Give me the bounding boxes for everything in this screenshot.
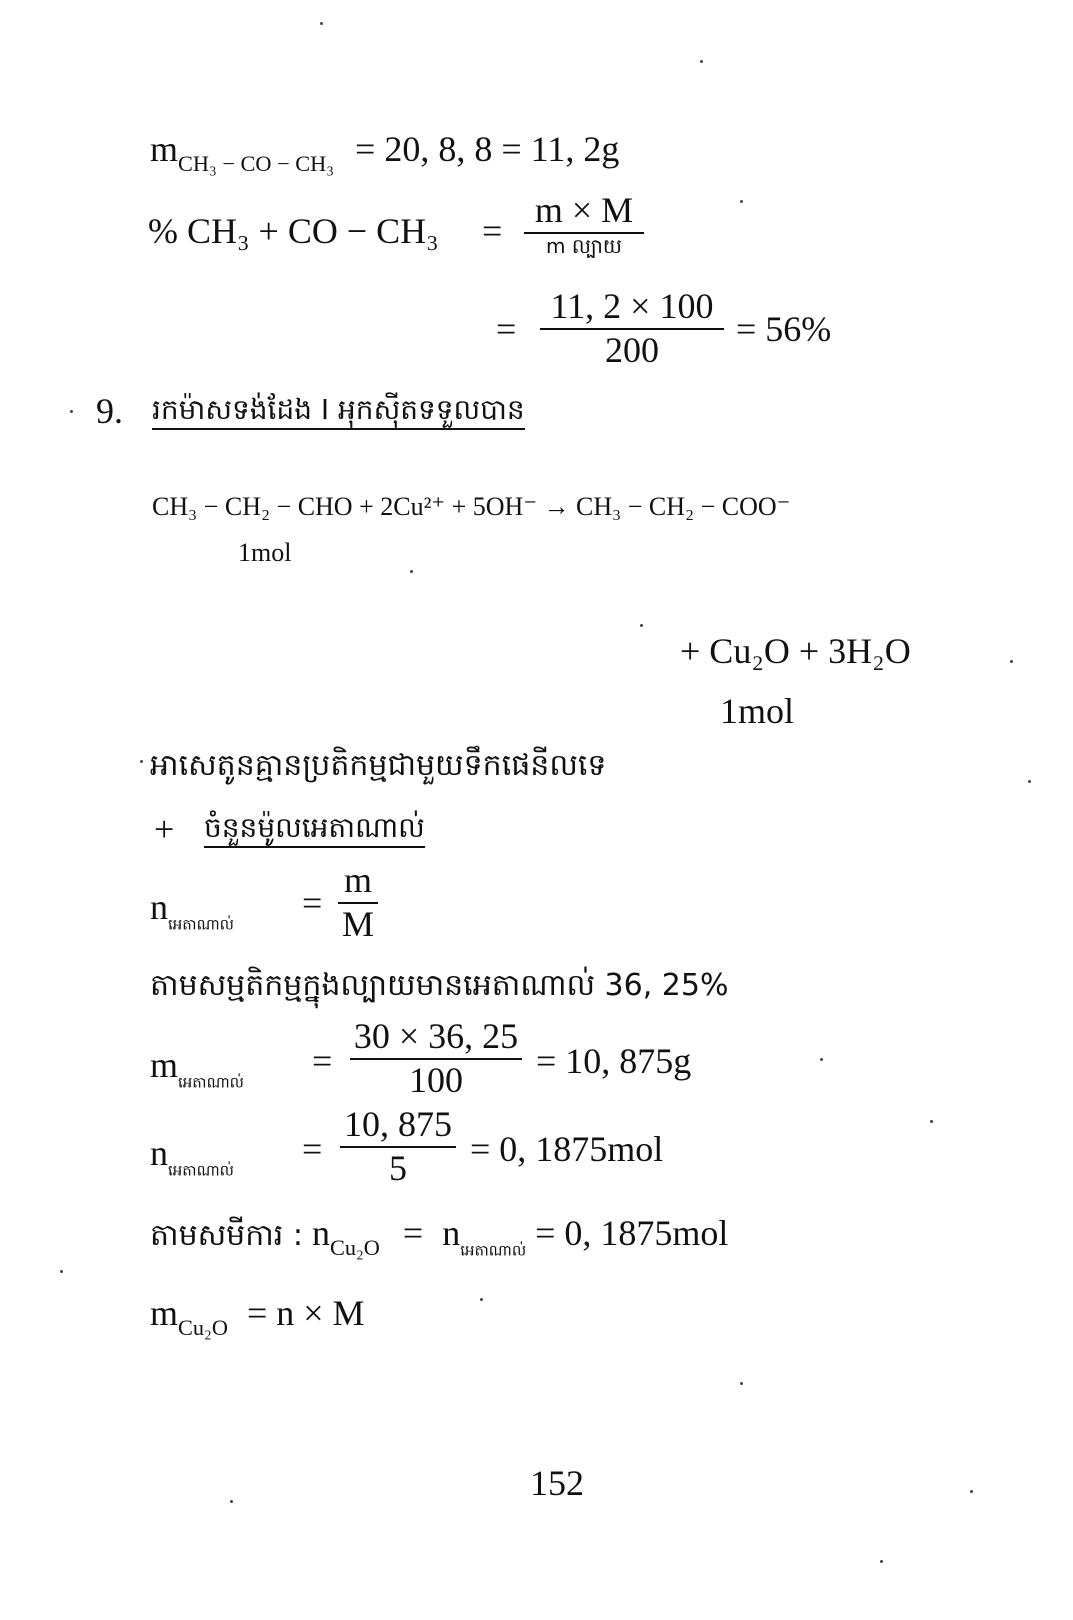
ethanal-sub: អេតាណាល់: [168, 1161, 234, 1180]
acetone-mass-line: [150, 128, 620, 177]
stoichiometry-line: [150, 1212, 728, 1260]
scan-speck: [70, 410, 73, 413]
cu2o-mass-line: [150, 1292, 365, 1341]
mass-calc-fraction: [350, 1018, 522, 1100]
cu2o-sub: Cu₂O: [178, 1315, 228, 1341]
fraction-denominator: 200: [605, 329, 659, 370]
equals-sign: =: [402, 1213, 424, 1253]
m-symbol: m: [150, 1045, 179, 1085]
scan-speck: [480, 1298, 483, 1301]
mole-calc-fraction: [340, 1106, 456, 1188]
scan-speck: [820, 1058, 823, 1061]
n-symbol: n: [150, 1133, 168, 1173]
scan-speck: [740, 200, 743, 203]
ethanal-sub: អេតាណាល់: [178, 1073, 244, 1092]
scan-speck: [970, 1490, 973, 1493]
subheading: [204, 810, 425, 851]
equals-sign: =: [312, 1041, 333, 1081]
section-title-text: រកម៉ាសទង់ដែង I អុកស៊ីតទទួលបាន: [152, 393, 525, 430]
fraction-denominator: 100: [409, 1059, 463, 1100]
plus-bullet: +: [154, 809, 175, 849]
scan-speck: [140, 760, 143, 763]
section-title: [152, 392, 525, 433]
fraction-numerator: 10, 875: [344, 1104, 452, 1144]
scan-speck: [230, 1500, 233, 1503]
n-symbol: n: [311, 1213, 330, 1253]
scan-speck: [320, 22, 323, 25]
mass-symbol: m: [150, 129, 179, 169]
fraction-numerator: m: [343, 860, 372, 900]
hypothesis-line: តាមសម្មតិកម្មក្នុងល្បាយមានអេតាណាល់ 36, 25%: [150, 968, 729, 1003]
ethanal-mass-symbol: [150, 1044, 244, 1092]
acetone-note: អាសេតូនគ្មានប្រតិកម្មជាមួយទឹកផេនីលទេ: [150, 748, 607, 783]
cu2o-mass-formula: = n × M: [246, 1293, 365, 1333]
section-number: 9.: [96, 391, 123, 431]
scan-speck: [60, 1270, 63, 1273]
reaction-equation-part2: + Cu₂O + 3H₂O: [680, 631, 911, 671]
percent-calc-fraction: [540, 288, 724, 370]
fraction-denominator: m ល្បាយ: [546, 233, 622, 258]
scan-speck: [880, 1560, 883, 1563]
fraction-numerator: 30 × 36, 25: [353, 1016, 519, 1056]
scan-speck: [700, 60, 703, 63]
ethanal-mole-symbol: [150, 1132, 234, 1180]
mole-symbol: [150, 886, 234, 934]
scan-speck: [930, 1120, 933, 1123]
equals-sign: =: [482, 211, 503, 251]
fraction-numerator: 11, 2 × 100: [550, 286, 714, 326]
percent-result: = 56%: [736, 309, 832, 349]
equals-sign: =: [496, 309, 517, 349]
acetone-mass-value: = 20, 8, 8 = 11, 2g: [355, 129, 620, 169]
fraction-denominator: M: [341, 903, 374, 944]
scan-speck: [640, 624, 643, 627]
reaction-mol-right: 1mol: [720, 691, 795, 731]
cu2o-sub: Cu₂O: [329, 1235, 380, 1261]
acetone-percent-lhs: % CH₃ + CO − CH₃: [148, 211, 439, 251]
reaction-mol-left: 1mol: [238, 538, 292, 567]
stoichiometry-result: = 0, 1875mol: [535, 1213, 729, 1253]
reaction-equation-part1: CH₃ − CH₂ − CHO + 2Cu²⁺ + 5OH⁻ → CH₃ − CH₂ − COO⁻: [152, 492, 791, 521]
n-symbol: n: [150, 887, 168, 927]
acetone-formula-sub: CH₃ − CO − CH₃: [178, 151, 335, 177]
equals-sign: =: [302, 883, 323, 923]
equals-sign: =: [302, 1129, 323, 1169]
stoichiometry-prefix: តាមសមីការ :: [150, 1218, 303, 1253]
scan-speck: [410, 570, 413, 573]
n-formula-fraction: [338, 862, 378, 944]
scan-speck: [740, 1382, 743, 1385]
scan-speck: [1028, 780, 1031, 783]
scan-speck: [1010, 660, 1013, 663]
fraction-denominator: 5: [389, 1147, 407, 1188]
ethanal-sub: អេតាណាល់: [460, 1241, 527, 1260]
mass-result: = 10, 875g: [536, 1041, 692, 1081]
percent-fraction: [524, 192, 644, 257]
mole-result: = 0, 1875mol: [470, 1129, 664, 1169]
ethanal-sub: អេតាណាល់: [168, 915, 234, 934]
page-number: 152: [530, 1463, 584, 1503]
m-symbol: m: [150, 1293, 179, 1333]
subheading-text: ចំនួនម៉ូលអេតាណាល់: [204, 811, 425, 848]
fraction-numerator: m × M: [534, 190, 634, 230]
n-symbol: n: [442, 1213, 461, 1253]
